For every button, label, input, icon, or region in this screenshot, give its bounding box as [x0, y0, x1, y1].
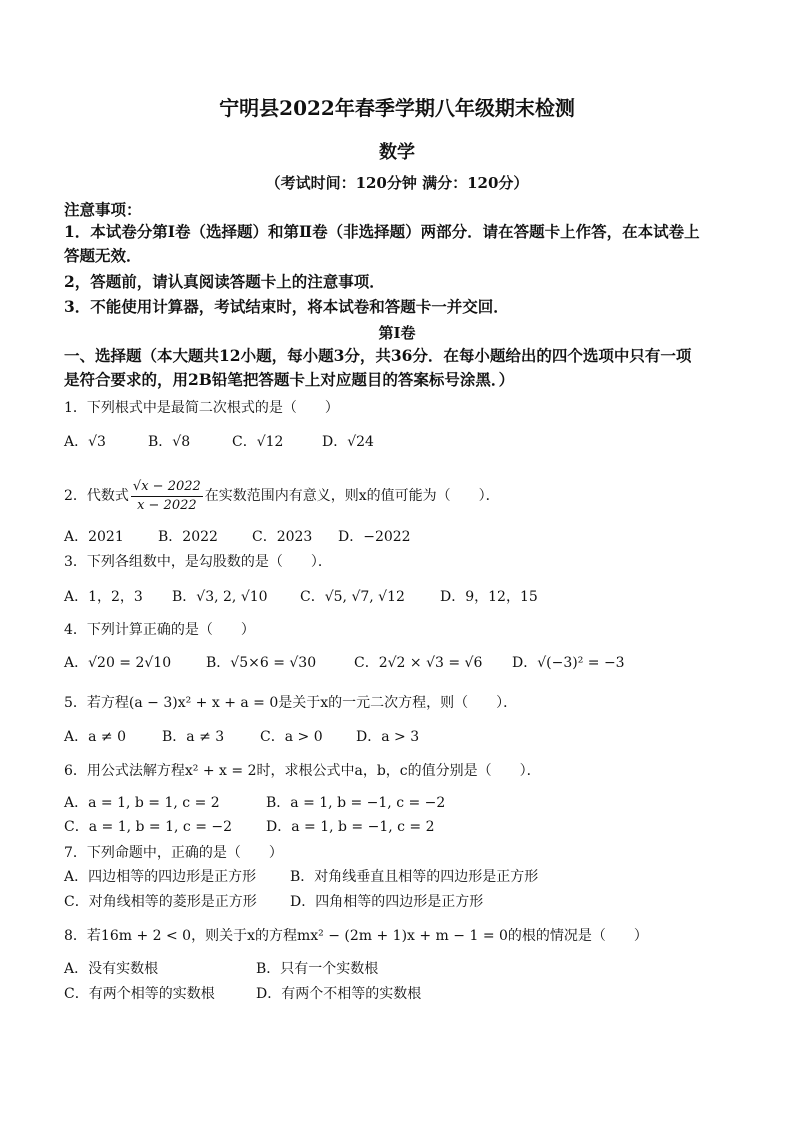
note-line: 3．不能使用计算器，考试结束时，将本试卷和答题卡一并交回．: [64, 297, 509, 316]
option-c: C．a > 0: [260, 729, 323, 745]
note-line: 答题无效．: [64, 246, 142, 265]
option-d: D．a = 1, b = −1, c = 2: [266, 819, 435, 835]
option-d: D．有两个不相等的实数根: [256, 986, 422, 1002]
question-text: 在实数范围内有意义，则x的值可能为（ ）．: [204, 488, 500, 504]
option-a: A．没有实数根: [64, 961, 159, 977]
option-b: B．√8: [148, 434, 191, 450]
option-a: A．2021: [64, 529, 124, 545]
option-d: D．−2022: [338, 529, 411, 545]
question-stem: 8．若16m + 2 < 0，则关于x的方程mx² − (2m + 1)x + m − 1 = 0的根的情况是（ ）: [64, 928, 648, 944]
section-instructions: 一、选择题（本大题共12小题，每小题3分，共36分．在每小题给出的四个选项中只有一项: [64, 346, 692, 365]
question-options: [64, 432, 374, 452]
question-stem: 6．用公式法解方程x² + x = 2时，求根公式中a，b，c的值分别是（ ）．: [64, 763, 541, 779]
fraction: [131, 478, 203, 515]
option-a: A．四边相等的四边形是正方形: [64, 869, 257, 885]
note-line: 1．本试卷分第Ⅰ卷（选择题）和第Ⅱ卷（非选择题）两部分．请在答题卡上作答，在本试卷上: [64, 222, 700, 241]
option-c: C．2023: [252, 529, 313, 545]
option-c: C．对角线相等的菱形是正方形: [64, 894, 257, 910]
subject-title: 数学: [379, 142, 415, 163]
option-c: C．√12: [232, 434, 284, 450]
question-text: 2．代数式: [64, 488, 129, 504]
option-d: D．√(−3)² = −3: [512, 655, 625, 671]
option-a: A．1，2，3: [64, 589, 143, 605]
question-options: [64, 984, 421, 1004]
option-b: B．√3, 2, √10: [172, 589, 268, 605]
exam-info: （考试时间：120分钟 满分：120分）: [265, 174, 529, 192]
option-d: D．a > 3: [356, 729, 420, 745]
question-options: [64, 527, 411, 547]
fraction-numerator: √x − 2022: [131, 478, 203, 497]
option-c: C．a = 1, b = 1, c = −2: [64, 819, 233, 835]
question-stem: [64, 476, 500, 516]
option-b: B．只有一个实数根: [256, 961, 379, 977]
question-stem: 7．下列命题中，正确的是（ ）: [64, 845, 283, 861]
option-b: B．对角线垂直且相等的四边形是正方形: [290, 869, 539, 885]
question-options: [64, 892, 483, 912]
option-d: D．√24: [322, 434, 374, 450]
option-a: A．a ≠ 0: [64, 729, 126, 745]
option-b: B．√5×6 = √30: [206, 655, 317, 671]
question-options: [64, 817, 435, 837]
question-options: [64, 587, 538, 607]
notes-heading: 注意事项：: [64, 200, 142, 219]
question-options: [64, 653, 625, 673]
question-stem: 4．下列计算正确的是（ ）: [64, 622, 255, 638]
option-c: C．√5, √7, √12: [300, 589, 405, 605]
section-instructions: 是符合要求的，用2B铅笔把答题卡上对应题目的答案标号涂黑．）: [64, 370, 515, 389]
option-b: B．a = 1, b = −1, c = −2: [266, 795, 446, 811]
option-a: A．a = 1, b = 1, c = 2: [64, 795, 220, 811]
section-title: 第Ⅰ卷: [378, 324, 416, 342]
option-b: B．2022: [158, 529, 218, 545]
option-c: C．有两个相等的实数根: [64, 986, 215, 1002]
question-stem: 5．若方程(a − 3)x² + x + a = 0是关于x的一元二次方程，则（ ）．: [64, 695, 518, 711]
question-options: [64, 793, 445, 813]
option-a: A．√20 = 2√10: [64, 655, 172, 671]
option-b: B．a ≠ 3: [162, 729, 225, 745]
exam-title: 宁明县2022年春季学期八年级期末检测: [219, 96, 575, 120]
note-line: 2，答题前，请认真阅读答题卡上的注意事项．: [64, 272, 385, 291]
option-c: C．2√2 × √3 = √6: [354, 655, 483, 671]
question-options: [64, 867, 538, 887]
option-d: D．四角相等的四边形是正方形: [290, 894, 484, 910]
question-stem: 3．下列各组数中，是勾股数的是（ ）．: [64, 554, 332, 570]
question-stem: 1．下列根式中是最简二次根式的是（ ）: [64, 400, 339, 416]
fraction-denominator: x − 2022: [137, 497, 197, 513]
option-d: D．9，12，15: [440, 589, 538, 605]
option-a: A．√3: [64, 434, 106, 450]
question-options: [64, 959, 378, 979]
question-options: [64, 727, 419, 747]
